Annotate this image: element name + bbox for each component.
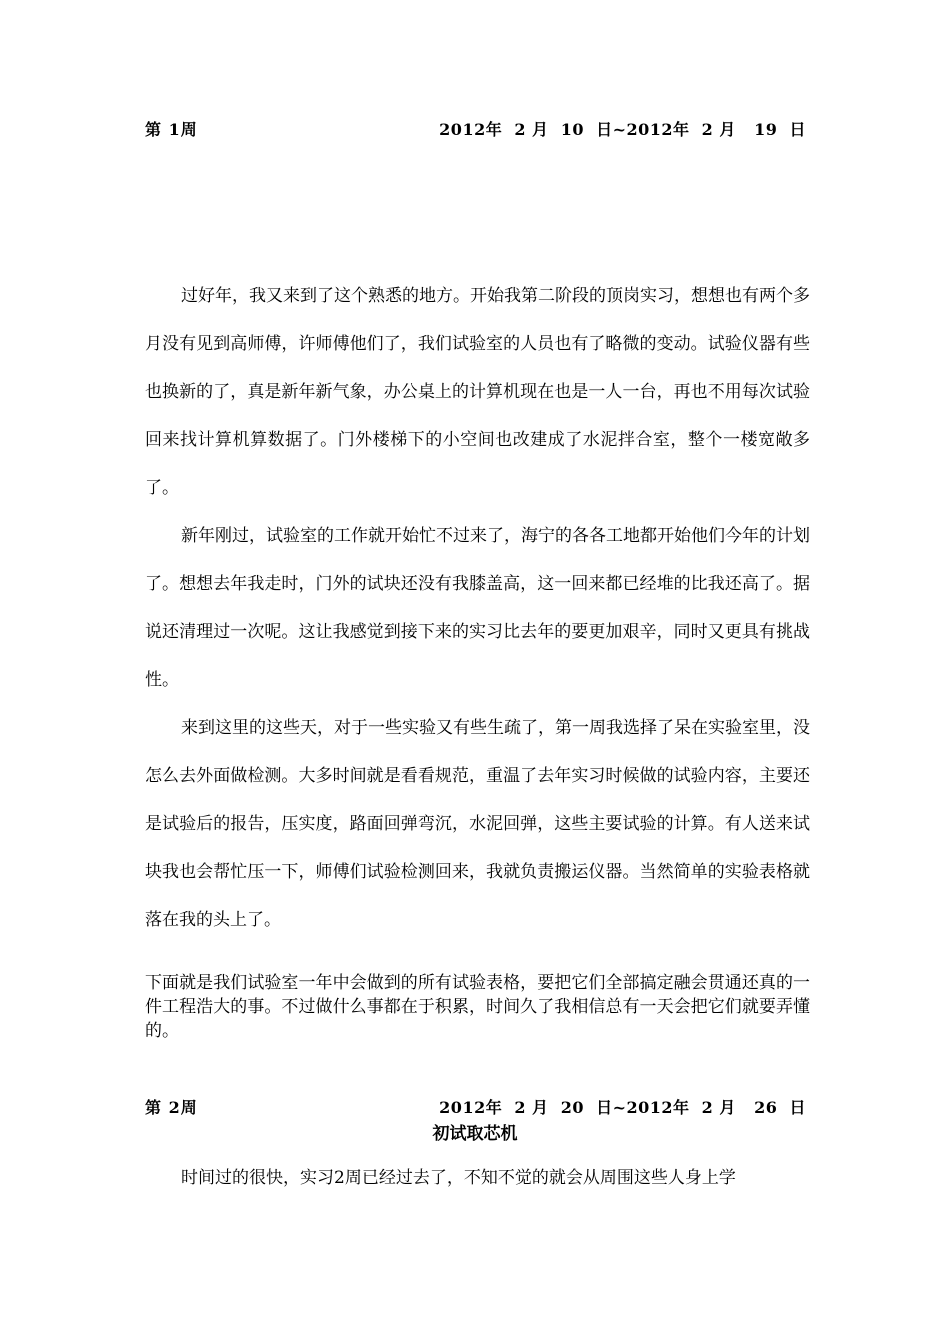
week1-paragraph-3: 来到这里的这些天，对于一些实验又有些生疏了，第一周我选择了呆在实验室里，没怎么去外面做检测。大多时间就是看看规范，重温了去年实习时候做的试验内容，主要还是试验后的报告，压实度，路面回弹弯沉，水泥回弹，这些主要试验的计算。有人送来试块我也会帮忙压一下，师傅们试验检测回来，我就负责搬运仪器。当然简单的实验表格就落在我的头上了。 — [145, 718, 810, 930]
week1-paragraph-1: 过好年，我又来到了这个熟悉的地方。开始我第二阶段的顶岗实习，想想也有两个多月没有见到高师傅，许师傅他们了，我们试验室的人员也有了略微的变动。试验仪器有些也换新的了，真是新年新气象，办公桌上的计算机现在也是一人一台，再也不用每次试验回来找计算机算数据了。门外楼梯下的小空间也改建成了水泥拌合室，整个一楼宽敞多了。 — [145, 286, 810, 498]
week2-label: 第 2周 — [145, 1098, 198, 1117]
week1-label: 第 1周 — [145, 120, 198, 139]
week2-date-range: 2012年 2 月 20 日~2012年 2 月 26 日 — [439, 1098, 806, 1117]
week1-header — [145, 118, 810, 142]
week1-paragraph-2: 新年刚过，试验室的工作就开始忙不过来了，海宁的各各工地都开始他们今年的计划了。想想去年我走时，门外的试块还没有我膝盖高，这一回来都已经堆的比我还高了。据说还清理过一次呢。这让我感觉到接下来的实习比去年的要更加艰辛，同时又更具有挑战性。 — [145, 526, 810, 690]
week1-closing-paragraph: 下面就是我们试验室一年中会做到的所有试验表格，要把它们全部搞定融会贯通还真的一件工程浩大的事。不过做什么事都在于积累，时间久了我相信总有一天会把它们就要弄懂的。 — [145, 973, 810, 1041]
week1-date-range: 2012年 2 月 10 日~2012年 2 月 19 日 — [439, 120, 806, 139]
week2-paragraph-1: 时间过的很快，实习2周已经过去了，不知不觉的就会从周围这些人身上学 — [181, 1168, 736, 1188]
week2-subtitle: 初试取芯机 — [432, 1124, 518, 1144]
week2-header — [145, 1096, 810, 1120]
